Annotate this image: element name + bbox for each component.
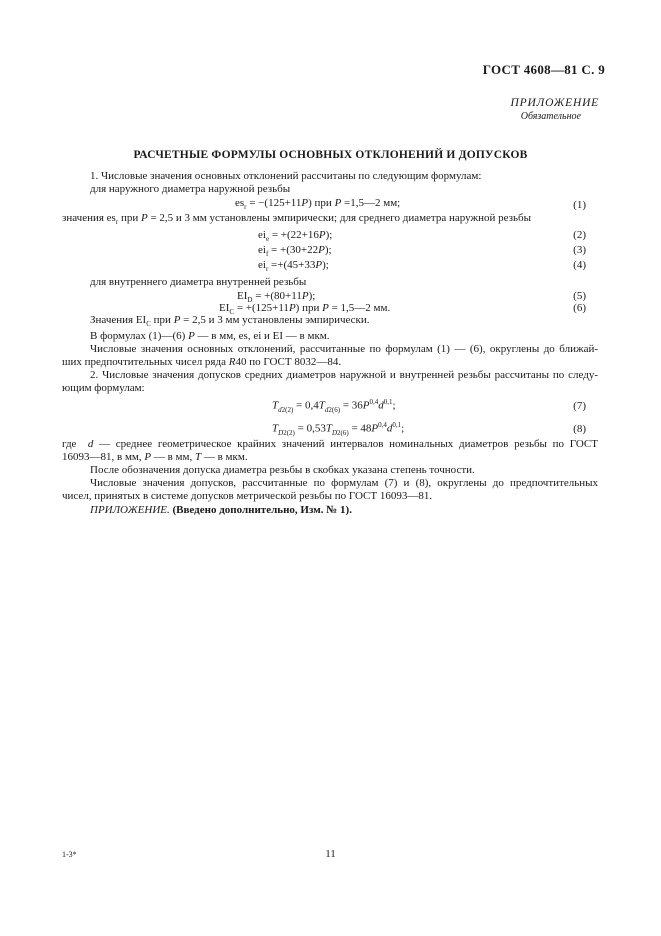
formula-number: (8) xyxy=(573,423,586,435)
section1-intro: 1. Числовые значения основных отклонений рассчитаны по следующим формулам: xyxy=(90,170,482,182)
formula-number: (6) xyxy=(573,302,586,314)
section1-outer-pitch: значения $es_r$ при P = 2,5 и 3 мм установлены эмпирически; для среднего диаметра наружной резьбы xyxy=(62,212,531,227)
section2-rounding-text: Числовые значения допусков, рассчитанные по формулам (7) и (8), округлены до предпочтительных xyxy=(90,477,598,489)
section1-units-note: В формулах (1)—(6) P — в мм, es, ei и EI — в мкм. xyxy=(90,330,330,342)
rounding-text: Числовые значения основных отклонений, рассчитанные по формулам (1) — (6), округлены до ближай- xyxy=(90,343,598,355)
formula-number: (2) xyxy=(573,229,586,241)
footer-mark: 1-3* xyxy=(62,850,77,859)
formula-6: $EI_C = +(125+11P)$ при P = 1,5—2 мм. xyxy=(219,302,391,317)
section2-intro-b: ющим формулам: xyxy=(62,382,145,394)
formula-number: (1) xyxy=(573,199,586,211)
formula-1: $es_r = -(125+11P)$ при P =1,5—2 мм; xyxy=(235,197,401,212)
formula-4: $ei_r =+(45+33P)$; xyxy=(258,259,329,274)
appendix-label: ПРИЛОЖЕНИЕ xyxy=(510,97,599,109)
formula-8: $T_{D2(2)} = 0,53T_{D2(6)} = 48P^{0,4}d^{0,1}$; xyxy=(272,421,405,437)
section2-rounding-b: чисел, принятых в системе допусков метрической резьбы по ГОСТ 16093—81. xyxy=(62,490,433,502)
section2-rounding-a xyxy=(62,477,598,490)
section2-where-a: где d — среднее геометрическое крайних значений интервалов номинальных диаметров резьбы по ГОСТ xyxy=(62,438,598,450)
formula-2: $ei_e = +(22+16P)$; xyxy=(258,229,333,244)
formula-number: (7) xyxy=(573,400,586,412)
section1-rounding-a xyxy=(62,343,598,356)
amendment-note xyxy=(90,504,352,516)
formula-7: $T_{d2(2)} = 0,4T_{d2(6)} = 36P^{0,4}d^{0,1}$; xyxy=(272,398,396,414)
amendment-label: ПРИЛОЖЕНИЕ. xyxy=(90,504,170,516)
section1-rounding-b: ших предпочтительных чисел ряда R40 по ГОСТ 8032—84. xyxy=(62,356,342,368)
section2-intro-a xyxy=(62,369,598,382)
page-title: РАСЧЕТНЫЕ ФОРМУЛЫ ОСНОВНЫХ ОТКЛОНЕНИЙ И ДОПУСКОВ xyxy=(133,149,528,161)
section2-grade-note: После обозначения допуска диаметра резьбы в скобках указана степень точности. xyxy=(90,464,475,476)
section1-outer-major: для наружного диаметра наружной резьбы xyxy=(90,183,291,195)
formula-number: (5) xyxy=(573,290,586,302)
section1-empirical-ei: Значения $EI_C$ при P = 2,5 и 3 мм установлены эмпирически. xyxy=(90,314,370,329)
amendment-text: (Введено дополнительно, Изм. № 1). xyxy=(172,504,352,516)
section2-intro-text: 2. Числовые значения допусков средних диаметров наружной и внутренней резьбы рассчитаны по следу- xyxy=(90,369,598,381)
page-number: 11 xyxy=(325,848,336,860)
appendix-status: Обязательное xyxy=(520,111,581,122)
formula-5: $EI_D = +(80+11P)$; xyxy=(237,290,316,305)
formula-3: $ei_f = +(30+22P)$; xyxy=(258,244,332,259)
section1-inner-minor: для внутреннего диаметра внутренней резьбы xyxy=(90,276,307,288)
standard-header: ГОСТ 4608—81 С. 9 xyxy=(482,62,605,77)
formula-number: (3) xyxy=(573,244,586,256)
formula-number: (4) xyxy=(573,259,586,271)
section2-where-b: 16093—81, в мм, P — в мм, T — в мкм. xyxy=(62,451,248,463)
